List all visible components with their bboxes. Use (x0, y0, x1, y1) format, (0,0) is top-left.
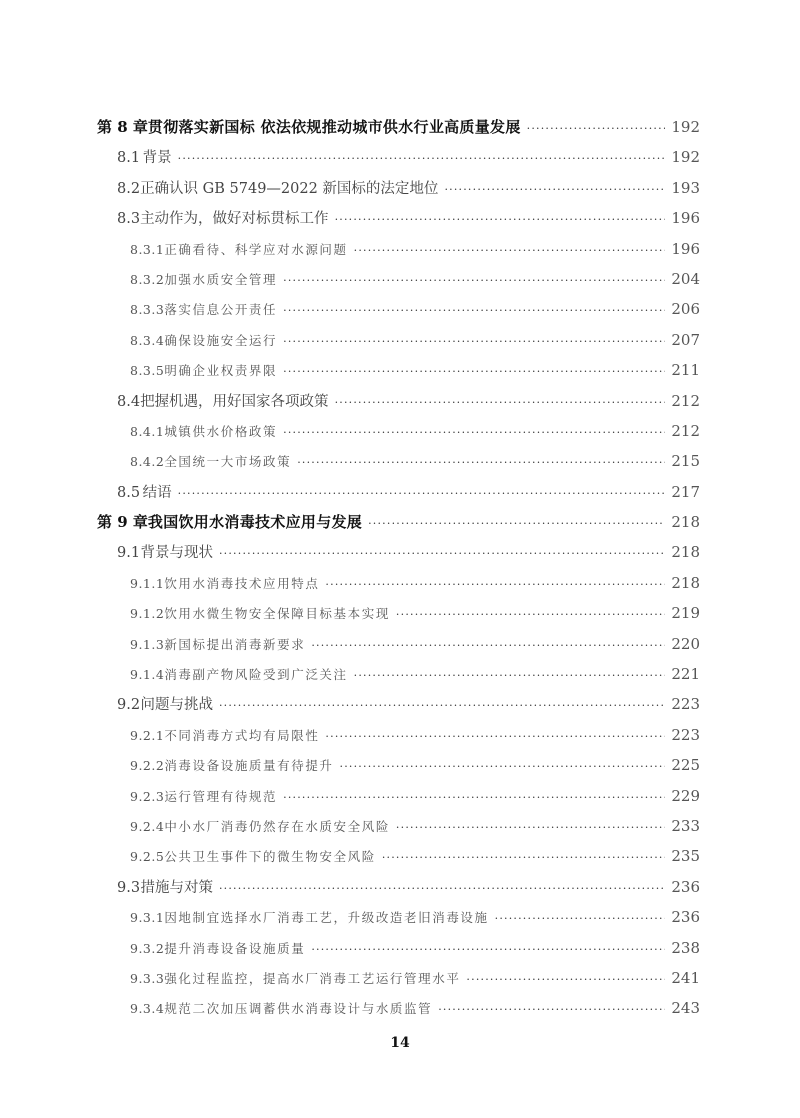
dot-leader (283, 418, 665, 448)
toc-entry-title: 加强水质安全管理 (164, 271, 278, 287)
toc-entry-title: 饮用水消毒技术应用特点 (164, 575, 320, 591)
toc-entry-number: 8.2 (117, 180, 141, 197)
toc-subsection-entry[interactable] (97, 963, 700, 993)
toc-entry-page: 196 (671, 239, 700, 258)
toc-entry-page: 221 (671, 665, 700, 684)
toc-section-entry[interactable] (97, 203, 700, 233)
toc-entry-page: 218 (671, 513, 700, 532)
toc-entry-number: 8.3.5 (130, 363, 165, 379)
toc-subsection-entry[interactable] (97, 629, 700, 659)
toc-entry-page: 207 (671, 330, 700, 349)
toc-entry-page: 212 (671, 391, 700, 410)
dot-leader (466, 965, 665, 995)
toc-entry-number: 9.2 (117, 697, 141, 714)
toc-entry-page: 236 (671, 908, 700, 927)
dot-leader (283, 783, 665, 813)
toc-entry-title: 明确企业权责界限 (164, 363, 278, 379)
toc-entry-number: 8.4.1 (130, 423, 165, 439)
dot-leader (382, 843, 666, 873)
toc-subsection-entry[interactable] (97, 720, 700, 750)
table-of-contents (97, 112, 700, 1024)
toc-subsection-entry[interactable] (97, 659, 700, 689)
dot-leader (325, 722, 665, 752)
toc-entry-title: 运行管理有待规范 (164, 788, 278, 804)
dot-leader (335, 205, 666, 235)
toc-entry-number: 9.1.3 (130, 636, 165, 652)
toc-subsection-entry[interactable] (97, 933, 700, 963)
dot-leader (396, 600, 665, 630)
toc-entry-page: 192 (671, 118, 700, 136)
toc-entry-title: 把握机遇，用好国家各项政策 (140, 393, 329, 410)
toc-entry-page: 225 (671, 756, 700, 775)
toc-entry-number: 第 8 章 (97, 118, 148, 136)
dot-leader (527, 114, 666, 144)
toc-entry-number: 9.3.2 (130, 940, 165, 956)
toc-entry-page: 236 (671, 877, 700, 896)
dot-leader (396, 813, 665, 843)
toc-section-entry[interactable] (97, 689, 700, 719)
toc-entry-number: 第 9 章 (97, 513, 148, 532)
toc-entry-page: 215 (671, 452, 700, 471)
page-number: 14 (390, 1035, 410, 1051)
dot-leader (178, 479, 666, 509)
toc-entry-title: 确保设施安全运行 (164, 332, 278, 348)
toc-entry-number: 9.2.5 (130, 849, 165, 865)
toc-entry-title: 主动作为，做好对标贯标工作 (140, 211, 329, 228)
toc-entry-title: 新国标提出消毒新要求 (164, 636, 306, 652)
toc-entry-page: 235 (671, 847, 700, 866)
toc-entry-number: 8.1 (117, 150, 141, 167)
dot-leader (311, 935, 665, 965)
toc-subsection-entry[interactable] (97, 325, 700, 355)
toc-entry-page: 206 (671, 300, 700, 319)
toc-entry-title: 贯彻落实新国标 依法依规推动城市供水行业高质量发展 (147, 118, 521, 136)
dot-leader (178, 144, 666, 174)
toc-subsection-entry[interactable] (97, 234, 700, 264)
toc-entry-number: 8.4 (117, 393, 141, 410)
dot-leader (283, 296, 665, 326)
toc-entry-title: 正确认识 GB 5749—2022 新国标的法定地位 (140, 180, 439, 197)
toc-entry-page: 217 (671, 482, 700, 501)
toc-entry-title: 正确看待、科学应对水源问题 (164, 241, 348, 257)
dot-leader (283, 266, 665, 296)
toc-section-entry[interactable] (97, 386, 700, 416)
toc-subsection-entry[interactable] (97, 841, 700, 871)
dot-leader (495, 904, 666, 934)
toc-section-entry[interactable] (97, 537, 700, 567)
toc-entry-title: 规范二次加压调蓄供水消毒设计与水质监管 (164, 1001, 433, 1017)
toc-entry-number: 9.1.2 (130, 606, 165, 622)
toc-entry-number: 9.3.4 (130, 1001, 165, 1017)
toc-entry-page: 241 (671, 968, 700, 987)
toc-entry-page: 196 (671, 209, 700, 228)
dot-leader (325, 570, 665, 600)
dot-leader (297, 448, 665, 478)
toc-entry-title: 强化过程监控，提高水厂消毒工艺运行管理水平 (164, 970, 461, 986)
toc-section-entry[interactable] (97, 872, 700, 902)
toc-entry-page: 223 (671, 695, 700, 714)
toc-entry-title: 消毒副产物风险受到广泛关注 (164, 667, 348, 683)
toc-entry-page: 238 (671, 938, 700, 957)
dot-leader (219, 539, 665, 569)
dot-leader (335, 388, 666, 418)
toc-entry-title: 不同消毒方式均有局限性 (164, 727, 320, 743)
toc-section-entry[interactable] (97, 173, 700, 203)
toc-entry-number: 9.2.1 (130, 727, 165, 743)
dot-leader (283, 357, 665, 387)
toc-section-entry[interactable] (97, 142, 700, 172)
toc-entry-number: 8.3 (117, 211, 141, 228)
toc-chapter-entry[interactable] (97, 507, 700, 537)
toc-subsection-entry[interactable] (97, 811, 700, 841)
toc-chapter-entry[interactable] (97, 112, 700, 142)
toc-entry-number: 9.1.4 (130, 667, 165, 683)
toc-entry-page: 220 (671, 634, 700, 653)
toc-subsection-entry[interactable] (97, 598, 700, 628)
toc-subsection-entry[interactable] (97, 993, 700, 1023)
dot-leader (219, 691, 665, 721)
dot-leader (354, 661, 666, 691)
toc-entry-title: 提升消毒设备设施质量 (164, 940, 306, 956)
toc-subsection-entry[interactable] (97, 294, 700, 324)
toc-entry-number: 8.3.2 (130, 271, 165, 287)
toc-entry-title: 消毒设备设施质量有待提升 (164, 758, 334, 774)
dot-leader (283, 327, 665, 357)
toc-entry-number: 9.2.3 (130, 788, 165, 804)
toc-subsection-entry[interactable] (97, 781, 700, 811)
dot-leader (444, 175, 665, 205)
toc-entry-title: 结语 (142, 484, 172, 501)
toc-entry-title: 全国统一大市场政策 (164, 454, 292, 470)
toc-subsection-entry[interactable] (97, 568, 700, 598)
toc-entry-number: 9.3.1 (130, 910, 165, 926)
toc-entry-page: 218 (671, 543, 700, 562)
toc-subsection-entry[interactable] (97, 446, 700, 476)
toc-entry-number: 9.3 (117, 879, 141, 896)
toc-entry-title: 我国饮用水消毒技术应用与发展 (147, 513, 363, 532)
toc-entry-page: 219 (671, 604, 700, 623)
toc-subsection-entry[interactable] (97, 750, 700, 780)
toc-entry-title: 公共卫生事件下的微生物安全风险 (164, 849, 376, 865)
toc-entry-page: 204 (671, 269, 700, 288)
toc-subsection-entry[interactable] (97, 355, 700, 385)
toc-subsection-entry[interactable] (97, 416, 700, 446)
toc-entry-number: 9.2.2 (130, 758, 165, 774)
toc-entry-page: 212 (671, 421, 700, 440)
toc-entry-title: 落实信息公开责任 (164, 302, 278, 318)
toc-entry-page: 218 (671, 573, 700, 592)
toc-entry-number: 9.3.3 (130, 970, 165, 986)
toc-entry-title: 城镇供水价格政策 (164, 423, 278, 439)
dot-leader (438, 995, 665, 1025)
toc-entry-page: 229 (671, 786, 700, 805)
toc-subsection-entry[interactable] (97, 902, 700, 932)
toc-subsection-entry[interactable] (97, 264, 700, 294)
toc-entry-page: 211 (671, 361, 700, 380)
dot-leader (311, 631, 665, 661)
toc-entry-page: 243 (671, 999, 700, 1018)
toc-entry-number: 8.5 (117, 484, 141, 501)
toc-entry-title: 背景与现状 (140, 545, 213, 562)
toc-entry-number: 8.3.4 (130, 332, 165, 348)
toc-entry-page: 192 (671, 148, 700, 167)
toc-entry-number: 8.4.2 (130, 454, 165, 470)
toc-entry-title: 问题与挑战 (140, 697, 213, 714)
toc-entry-number: 8.3.3 (130, 302, 165, 318)
toc-entry-title: 中小水厂消毒仍然存在水质安全风险 (164, 818, 390, 834)
dot-leader (340, 752, 666, 782)
toc-entry-number: 9.2.4 (130, 818, 165, 834)
toc-entry-page: 193 (671, 178, 700, 197)
toc-entry-number: 8.3.1 (130, 241, 165, 257)
toc-section-entry[interactable] (97, 477, 700, 507)
dot-leader (368, 509, 665, 539)
toc-entry-page: 223 (671, 725, 700, 744)
toc-entry-title: 措施与对策 (140, 879, 213, 896)
toc-entry-page: 233 (671, 816, 700, 835)
dot-leader (219, 874, 665, 904)
toc-entry-number: 9.1.1 (130, 575, 165, 591)
toc-entry-title: 背景 (142, 150, 172, 167)
toc-entry-number: 9.1 (117, 545, 141, 562)
dot-leader (354, 236, 666, 266)
toc-entry-title: 饮用水微生物安全保障目标基本实现 (164, 606, 390, 622)
toc-entry-title: 因地制宜选择水厂消毒工艺，升级改造老旧消毒设施 (164, 910, 489, 926)
